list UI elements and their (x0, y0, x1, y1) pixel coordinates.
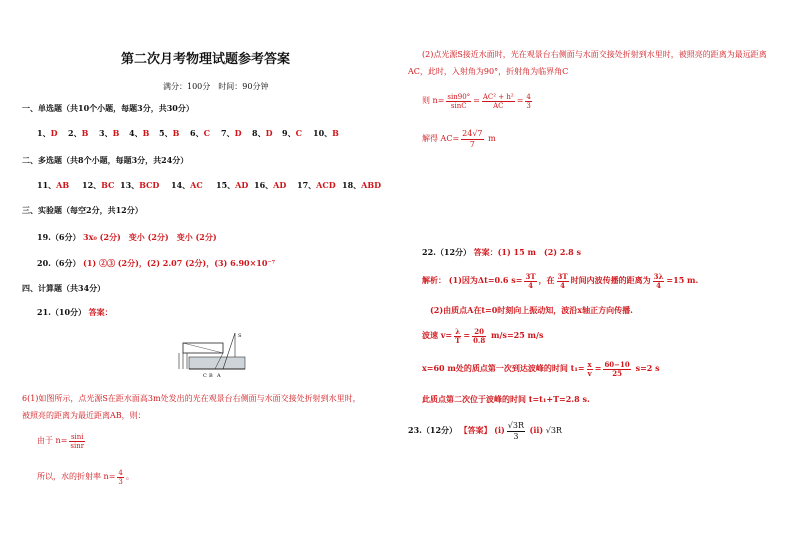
q22-l1f2-den: 4 (560, 280, 566, 290)
sec1-answer: D (265, 128, 273, 138)
eq2-prefix: 所以，水的折射率 n= (37, 472, 116, 481)
q23-i-num: √3R (507, 420, 524, 430)
sec1-answer: B (81, 128, 89, 138)
r-eq-equals2: = (516, 96, 524, 105)
sec1-answer: B (172, 128, 180, 138)
sec2-item (342, 180, 381, 190)
sec2-answer: AC (190, 180, 203, 190)
q22-l1a: (1)因为Δt=0.6 s= (448, 275, 523, 285)
r-eq-num3: 4 (526, 92, 531, 101)
q22-l1f-den: 4 (528, 280, 533, 290)
q22-l4f2-num: 60−10 (604, 359, 630, 369)
r-sol-prefix: 解得 AC= (422, 134, 460, 143)
sec2-answer: ACD (316, 180, 336, 190)
section2-heading: 二、多选题（共8个小题，每题3分，共24分） (22, 155, 189, 165)
r-sol-num: 24√7 (462, 128, 483, 138)
q22-l1d: =15 m. (666, 275, 699, 285)
r-solution (422, 128, 496, 150)
q21-para1: 6(1)如图所示，点光源S在距水面高3m处发出的光在观景台右侧面与水面交接处折射到水里时， (22, 394, 361, 403)
section1-heading: 一、单选题（共10个小题，每题3分，共30分） (22, 103, 194, 113)
sec1-answer: C (203, 128, 210, 138)
sec2-item (216, 180, 248, 190)
sec2-number: 17、 (297, 180, 317, 190)
sec1-number: 4、 (129, 128, 143, 138)
page-title: 第二次月考物理试题参考答案 (121, 52, 291, 67)
r-eq-den1: sinC (450, 101, 467, 110)
q21-diagram (175, 327, 257, 385)
r-eq-den2: AC (493, 101, 504, 110)
sec2-answer: AB (56, 180, 70, 190)
q22-l4e: = (594, 363, 602, 373)
q23-tag: 【答案】 (459, 425, 492, 435)
q22-label: 22.（12分） (422, 247, 472, 257)
sec1-answer: D (234, 128, 242, 138)
r-sol-den: 7 (469, 139, 475, 149)
q23-part-i: (i) (494, 425, 505, 435)
q22-l3f2-num: 20 (472, 328, 486, 337)
sec1-answer: B (332, 128, 339, 138)
q22-line3 (422, 325, 543, 345)
sec2-item (254, 180, 286, 190)
sec1-number: 5、 (159, 128, 173, 138)
sec1-number: 8、 (252, 128, 266, 138)
q20-answer: (1) ②③ (2分)，(2) 2.07 (2分)，(3) 6.90×10⁻⁷ (83, 258, 276, 268)
section3-heading: 三、实验题（每空2分，共12分） (22, 205, 143, 215)
sec1-item (190, 128, 210, 138)
sec1-item (68, 128, 88, 138)
sec1-answer: D (50, 128, 58, 138)
r-para1: (2)点光源S接近水面时，光在观景台右侧面与水面交接处折射到水里时，被照亮的距离为最远距离 (422, 50, 767, 59)
sec2-number: 11、 (37, 180, 57, 190)
sec1-item (313, 128, 339, 138)
sec1-number: 7、 (221, 128, 235, 138)
q22-l3f1-den: T (455, 335, 461, 345)
q22-l1f2-num: 3T (557, 271, 568, 281)
q19-label: 19.（6分） (37, 232, 81, 242)
q19-line (37, 232, 217, 243)
q22-l3e: = (463, 330, 471, 340)
q22-l4f1-den: v (587, 368, 592, 378)
sec2-answer: BC (101, 180, 115, 190)
label-b: B (209, 373, 213, 379)
r-sol-unit: m (488, 134, 496, 143)
sec1-item (159, 128, 179, 138)
q22-line4 (422, 358, 660, 378)
q22-l4b: s=2 s (635, 363, 660, 373)
sec2-answer: AD (273, 180, 287, 190)
q23-i-den: 3 (513, 431, 519, 441)
q23-part-ii: (ii) (529, 425, 544, 435)
eq2-num: 4 (118, 468, 123, 477)
q22-answer: 答案：(1) 15 m (2) 2.8 s (473, 247, 582, 257)
sec1-answer: B (142, 128, 150, 138)
sec1-number: 3、 (99, 128, 113, 138)
r-eq-equals1: = (473, 96, 480, 105)
sec2-item (297, 180, 336, 190)
q21-answer-tag: 答案： (88, 307, 113, 317)
eq1-num: sini (70, 432, 84, 441)
r-eq-critical (422, 92, 534, 110)
q23-label: 23.（12分） (408, 425, 458, 435)
eq1-den: sinr (70, 441, 85, 450)
q22-jiexi: 解析： (422, 275, 446, 285)
q20-label: 20.（6分） (37, 258, 81, 268)
q22-l3f1-num: λ (455, 326, 461, 336)
q22-l1f-num: 3T (525, 271, 536, 281)
label-c: C (203, 373, 207, 379)
q20-line (37, 258, 275, 269)
q19-answer: 3x₀ (2分) 变小 (2分) 变小 (2分) (83, 232, 217, 242)
sec2-item (120, 180, 159, 190)
sec2-number: 13、 (120, 180, 140, 190)
eq2-suffix: 。 (125, 472, 134, 481)
sec1-item (129, 128, 149, 138)
q22-l1g-den: 4 (656, 280, 661, 290)
sec1-number: 10、 (313, 128, 333, 138)
sec2-number: 12、 (82, 180, 102, 190)
sec1-number: 2、 (68, 128, 82, 138)
q22-line (422, 247, 581, 258)
q22-l1b: ，在 (538, 275, 555, 285)
sec1-number: 6、 (190, 128, 204, 138)
sec2-number: 14、 (171, 180, 191, 190)
r-eq-prefix: 则 n= (422, 96, 445, 105)
q22-line5: 此质点第二次位于波峰的时间 t=t₁+T=2.8 s. (422, 394, 590, 404)
q23-line (408, 420, 562, 442)
q22-l3b: m/s=25 m/s (491, 330, 544, 340)
eq1-prefix: 由于 n= (37, 436, 68, 445)
r-eq-num2: AC² + h² (482, 92, 514, 101)
sec2-number: 15、 (216, 180, 236, 190)
sec1-number: 1、 (37, 128, 51, 138)
label-s: S (238, 333, 242, 339)
q22-l3f2-den: 0.8 (473, 335, 486, 345)
sec1-number: 9、 (282, 128, 296, 138)
exam-meta: 满分：100分 时间：90分钟 (163, 82, 269, 91)
sec2-number: 18、 (342, 180, 362, 190)
sec2-answer: BCD (139, 180, 160, 190)
sec2-item (37, 180, 69, 190)
q21-line (37, 307, 113, 318)
water-body (189, 357, 245, 369)
sec2-item (82, 180, 114, 190)
q22-l3a: 波速 v= (422, 330, 453, 340)
q22-line2: (2)由质点A在t=0时刻向上振动知，波沿x轴正方向传播. (430, 305, 633, 315)
q21-label: 21.（10分） (37, 307, 87, 317)
sec1-item (282, 128, 302, 138)
sec1-item (252, 128, 273, 138)
q22-line1 (422, 270, 698, 290)
sec2-number: 16、 (254, 180, 274, 190)
q21-eq2 (37, 468, 134, 486)
sec1-answer: B (112, 128, 120, 138)
q22-l4a: x=60 m处的质点第一次到达波峰的时间 t₁= (422, 363, 585, 373)
sec2-item (171, 180, 203, 190)
r-eq-num1: sin90° (447, 92, 471, 101)
r-eq-den3: 3 (526, 101, 531, 110)
q21-para2: 被照亮的距离为最近距离AB，则： (22, 411, 146, 420)
eq2-den: 3 (118, 477, 123, 486)
q23-ii-value: √3R (545, 426, 562, 435)
sec2-answer: AD (235, 180, 249, 190)
q21-eq1 (37, 432, 87, 450)
sec1-item (37, 128, 58, 138)
sec2-answer: ABD (361, 180, 382, 190)
q22-l4f2-den: 25 (612, 368, 622, 378)
q22-l1g-num: 3λ (653, 271, 664, 281)
q22-l4f1-num: x (587, 359, 592, 369)
sec1-item (221, 128, 242, 138)
sec1-answer: C (295, 128, 302, 138)
r-para2: AC，此时，入射角为90°，折射角为临界角C (408, 67, 569, 76)
q22-l1c: 时间内波传播的距离为 (570, 275, 651, 285)
section4-heading: 四、计算题（共34分） (22, 283, 106, 293)
label-a: A (217, 373, 221, 379)
sec1-item (99, 128, 119, 138)
